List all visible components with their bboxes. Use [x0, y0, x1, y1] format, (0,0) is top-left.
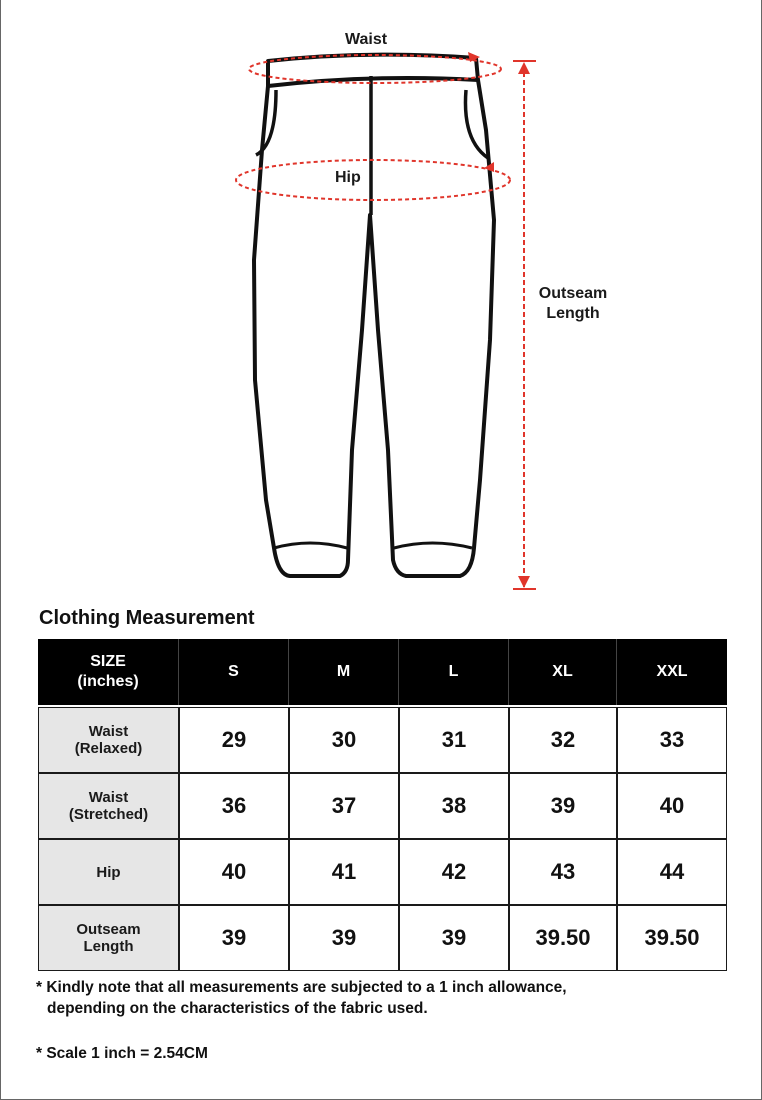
table-cell: 39	[399, 905, 509, 971]
table-row	[38, 707, 727, 773]
table-cell: 43	[509, 839, 617, 905]
size-col-xxl: XXL	[617, 639, 727, 705]
row-label-waist-stretched	[38, 773, 179, 839]
table-cell: 36	[179, 773, 289, 839]
table-cell: 38	[399, 773, 509, 839]
size-col-l: L	[399, 639, 509, 705]
scale-note: * Scale 1 inch = 2.54CM	[36, 1045, 208, 1062]
size-col-xl: XL	[509, 639, 617, 705]
table-cell: 44	[617, 839, 727, 905]
size-col-m: M	[289, 639, 399, 705]
row-label-line2: Length	[83, 938, 134, 955]
allowance-note	[36, 977, 736, 1019]
table-cell: 39.50	[617, 905, 727, 971]
table-cell: 33	[617, 707, 727, 773]
pants-outline	[254, 80, 494, 576]
size-chart-table	[38, 639, 727, 971]
table-cell: 30	[289, 707, 399, 773]
row-label-waist-relaxed	[38, 707, 179, 773]
table-cell: 39	[179, 905, 289, 971]
table-cell: 41	[289, 839, 399, 905]
outseam-length-label	[533, 284, 613, 324]
waist-label: Waist	[345, 31, 388, 48]
row-label-line1: Waist	[88, 723, 129, 740]
section-title: Clothing Measurement	[39, 607, 255, 629]
row-label-line2: (Relaxed)	[74, 740, 143, 757]
outseam-arrow-bottom	[518, 576, 530, 588]
hip-label: Hip	[335, 169, 361, 186]
outseam-label-line1: Outseam	[538, 285, 608, 302]
allowance-note-line1: * Kindly note that all measurements are subjected to a 1 inch allowance,	[36, 979, 567, 996]
table-cell: 29	[179, 707, 289, 773]
row-label-hip	[38, 839, 179, 905]
table-cell: 40	[179, 839, 289, 905]
row-label-outseam-length	[38, 905, 179, 971]
size-header-line1: SIZE	[90, 653, 126, 670]
hip-measure-ellipse	[236, 160, 510, 200]
table-cell: 31	[399, 707, 509, 773]
row-label-line1: Waist	[88, 789, 129, 806]
left-cuff	[274, 543, 347, 548]
row-label-line1: Hip	[96, 863, 121, 881]
table-cell: 39	[509, 773, 617, 839]
table-row	[38, 773, 727, 839]
size-col-s: S	[179, 639, 289, 705]
allowance-note-line2: depending on the characteristics of the fabric used.	[47, 1000, 428, 1017]
table-cell: 32	[509, 707, 617, 773]
table-row	[38, 839, 727, 905]
table-cell: 37	[289, 773, 399, 839]
right-cuff	[394, 543, 472, 548]
row-label-line1: Outseam	[76, 921, 141, 938]
size-header-cell	[38, 639, 179, 705]
table-header-row	[38, 639, 727, 705]
outseam-label-line2: Length	[546, 305, 600, 322]
table-cell: 42	[399, 839, 509, 905]
size-header-line2: (inches)	[77, 673, 139, 690]
table-row	[38, 905, 727, 971]
table-cell: 39.50	[509, 905, 617, 971]
table-cell: 39	[289, 905, 399, 971]
table-cell: 40	[617, 773, 727, 839]
row-label-line2: (Stretched)	[68, 806, 149, 823]
outseam-arrow-top	[518, 62, 530, 74]
